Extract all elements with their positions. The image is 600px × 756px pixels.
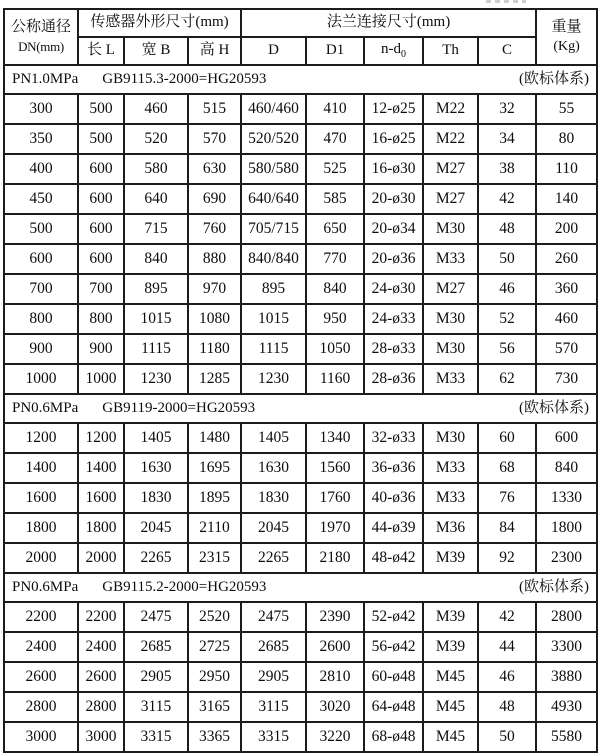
table-cell: 48 (478, 692, 536, 722)
table-cell: 56-ø42 (364, 632, 423, 662)
col-header-length: 长 L (78, 37, 124, 65)
table-cell: 520 (124, 124, 188, 154)
table-cell: 1180 (188, 334, 241, 364)
pressure-rating-label: PN0.6MPa (12, 578, 79, 595)
col-header-c: C (478, 37, 536, 65)
table-cell: 460 (124, 94, 188, 124)
section-header-cell (4, 394, 597, 423)
table-cell: 2000 (78, 543, 124, 573)
table-cell: 48-ø42 (364, 543, 423, 573)
table-cell: 1400 (4, 453, 78, 483)
table-cell: 360 (536, 274, 597, 304)
pressure-rating-label: PN0.6MPa (12, 399, 79, 416)
col-header-d: D (241, 37, 306, 65)
table-row (4, 662, 597, 692)
table-row (4, 94, 597, 124)
table-cell: 525 (306, 154, 364, 184)
n-d0-label: n-d (381, 41, 402, 58)
table-cell: 3315 (124, 722, 188, 752)
table-cell: M27 (423, 274, 478, 304)
table-cell: 515 (188, 94, 241, 124)
table-cell: 2685 (124, 632, 188, 662)
table-cell: 3880 (536, 662, 597, 692)
table-cell: 895 (241, 274, 306, 304)
table-cell: 3300 (536, 632, 597, 662)
table-cell: 1560 (306, 453, 364, 483)
table-cell: 2315 (188, 543, 241, 573)
table-cell: 2600 (4, 662, 78, 692)
table-cell: 1015 (241, 304, 306, 334)
table-cell: 950 (306, 304, 364, 334)
weight-title: 重量 (551, 18, 582, 35)
table-cell: 2600 (78, 662, 124, 692)
table-cell: 1970 (306, 513, 364, 543)
table-cell: M30 (423, 304, 478, 334)
table-cell: 1895 (188, 483, 241, 513)
table-row (4, 364, 597, 394)
table-cell: 600 (78, 214, 124, 244)
table-cell: 1230 (241, 364, 306, 394)
table-cell: 62 (478, 364, 536, 394)
col-group-flange-dimensions: 法兰连接尺寸(mm) (241, 9, 536, 37)
table-cell: 3115 (124, 692, 188, 722)
col-header-nominal-diameter (4, 9, 78, 65)
table-cell: 2045 (124, 513, 188, 543)
table-cell: 2000 (4, 543, 78, 573)
table-cell: M33 (423, 483, 478, 513)
table-cell: 2520 (188, 602, 241, 632)
weight-unit: (Kg) (553, 39, 580, 55)
table-cell: 28-ø33 (364, 334, 423, 364)
table-cell: 600 (78, 154, 124, 184)
table-row (4, 513, 597, 543)
table-cell: 700 (78, 274, 124, 304)
table-cell: 3315 (241, 722, 306, 752)
table-cell: 16-ø30 (364, 154, 423, 184)
table-cell: M33 (423, 453, 478, 483)
table-cell: 2265 (241, 543, 306, 573)
table-cell: 500 (78, 94, 124, 124)
table-cell: 1400 (78, 453, 124, 483)
table-cell: 42 (478, 184, 536, 214)
table-row (4, 543, 597, 573)
table-cell: 500 (78, 124, 124, 154)
table-cell: 3000 (78, 722, 124, 752)
table-cell: 4930 (536, 692, 597, 722)
table-header (4, 9, 597, 65)
table-cell: 410 (306, 94, 364, 124)
table-cell: 1405 (241, 423, 306, 453)
table-cell: 3020 (306, 692, 364, 722)
table-row (4, 722, 597, 752)
table-cell: 1115 (124, 334, 188, 364)
table-cell: 3000 (4, 722, 78, 752)
table-cell: 840 (306, 274, 364, 304)
table-cell: 1630 (241, 453, 306, 483)
table-cell: 20-ø34 (364, 214, 423, 244)
table-cell: M22 (423, 124, 478, 154)
table-cell: 140 (536, 184, 597, 214)
header-row-subcolumns (4, 37, 597, 65)
table-cell: 1800 (536, 513, 597, 543)
table-cell: M39 (423, 543, 478, 573)
table-cell: 1080 (188, 304, 241, 334)
section-header-cell (4, 573, 597, 602)
table-cell: 1630 (124, 453, 188, 483)
table-cell: 84 (478, 513, 536, 543)
table-cell: 470 (306, 124, 364, 154)
table-cell: 20-ø30 (364, 184, 423, 214)
table-cell: 38 (478, 154, 536, 184)
table-cell: 400 (4, 154, 78, 184)
col-header-d1: D1 (306, 37, 364, 65)
table-cell: 350 (4, 124, 78, 154)
table-cell: 2800 (4, 692, 78, 722)
table-cell: 520/520 (241, 124, 306, 154)
table-cell: M30 (423, 214, 478, 244)
table-cell: 585 (306, 184, 364, 214)
table-cell: 900 (4, 334, 78, 364)
table-cell: 1000 (78, 364, 124, 394)
table-cell: 42 (478, 602, 536, 632)
table-cell: 600 (536, 423, 597, 453)
table-cell: 840 (536, 453, 597, 483)
table-cell: 2905 (241, 662, 306, 692)
table-cell: 92 (478, 543, 536, 573)
table-cell: 760 (188, 214, 241, 244)
table-cell: 880 (188, 244, 241, 274)
table-cell: 1330 (536, 483, 597, 513)
table-cell: 1050 (306, 334, 364, 364)
table-row (4, 214, 597, 244)
table-cell: 300 (4, 94, 78, 124)
table-cell: M22 (423, 94, 478, 124)
table-row (4, 304, 597, 334)
table-cell: 500 (4, 214, 78, 244)
table-cell: 2800 (536, 602, 597, 632)
table-cell: 1800 (4, 513, 78, 543)
standard-system-note: (欧标体系) (519, 399, 590, 416)
table-cell: 1015 (124, 304, 188, 334)
table-cell: 2400 (4, 632, 78, 662)
table-cell: 110 (536, 154, 597, 184)
table-cell: 650 (306, 214, 364, 244)
table-cell: 1480 (188, 423, 241, 453)
table-cell: 2110 (188, 513, 241, 543)
table-cell: 34 (478, 124, 536, 154)
table-cell: 1000 (4, 364, 78, 394)
table-cell: 770 (306, 244, 364, 274)
table-cell: 900 (78, 334, 124, 364)
table-cell: 2300 (536, 543, 597, 573)
table-cell: 570 (188, 124, 241, 154)
table-cell: 895 (124, 274, 188, 304)
table-cell: 16-ø25 (364, 124, 423, 154)
table-row (4, 483, 597, 513)
table-cell: M30 (423, 334, 478, 364)
table-cell: 690 (188, 184, 241, 214)
table-cell: 2400 (78, 632, 124, 662)
table-cell: 52 (478, 304, 536, 334)
pressure-rating-label: PN1.0MPa (12, 70, 79, 87)
table-cell: 450 (4, 184, 78, 214)
table-row (4, 632, 597, 662)
table-cell: M39 (423, 632, 478, 662)
table-row (4, 244, 597, 274)
col-header-weight (536, 9, 597, 65)
col-header-th: Th (423, 37, 478, 65)
col-header-width: 宽 B (124, 37, 188, 65)
table-cell: 2180 (306, 543, 364, 573)
table-cell: 1200 (78, 423, 124, 453)
table-row (4, 602, 597, 632)
table-cell: 1760 (306, 483, 364, 513)
table-cell: 60-ø48 (364, 662, 423, 692)
table-cell: 1160 (306, 364, 364, 394)
table-cell: 20-ø36 (364, 244, 423, 274)
table-row (4, 692, 597, 722)
table-row (4, 154, 597, 184)
table-cell: 2725 (188, 632, 241, 662)
nominal-diameter-title: 公称通径 (10, 19, 71, 36)
table-cell: 705/715 (241, 214, 306, 244)
table-cell: 2200 (4, 602, 78, 632)
section-header-line (5, 400, 596, 417)
table-cell: 24-ø30 (364, 274, 423, 304)
table-cell: 2800 (78, 692, 124, 722)
table-body (4, 65, 597, 752)
table-cell: 52-ø42 (364, 602, 423, 632)
table-cell: 2265 (124, 543, 188, 573)
table-cell: 3220 (306, 722, 364, 752)
table-cell: 50 (478, 722, 536, 752)
table-cell: M45 (423, 692, 478, 722)
flange-dimension-table (3, 8, 598, 753)
table-cell: M45 (423, 722, 478, 752)
table-cell: 800 (4, 304, 78, 334)
table-cell: 32-ø33 (364, 423, 423, 453)
table-cell: 2950 (188, 662, 241, 692)
table-cell: 580 (124, 154, 188, 184)
table-cell: 600 (78, 244, 124, 274)
section-header-row (4, 394, 597, 423)
table-cell: 715 (124, 214, 188, 244)
table-cell: 36-ø36 (364, 453, 423, 483)
table-cell: 2475 (241, 602, 306, 632)
col-header-n-d0 (364, 37, 423, 65)
table-cell: 1695 (188, 453, 241, 483)
table-row (4, 334, 597, 364)
standard-label: GB9115.3-2000=HG20593 (102, 70, 267, 87)
table-cell: 1230 (124, 364, 188, 394)
section-header-line (5, 579, 596, 596)
table-cell: 60 (478, 423, 536, 453)
table-cell: 44-ø39 (364, 513, 423, 543)
table-cell: 460/460 (241, 94, 306, 124)
table-cell: 800 (78, 304, 124, 334)
table-cell: 2810 (306, 662, 364, 692)
table-cell: 68 (478, 453, 536, 483)
table-cell: 40-ø36 (364, 483, 423, 513)
table-cell: 48 (478, 214, 536, 244)
table-cell: 640/640 (241, 184, 306, 214)
table-cell: 46 (478, 662, 536, 692)
table-cell: 2475 (124, 602, 188, 632)
table-cell: 44 (478, 632, 536, 662)
nominal-diameter-unit: DN(mm) (18, 38, 64, 54)
table-cell: 3365 (188, 722, 241, 752)
table-cell: 28-ø36 (364, 364, 423, 394)
table-row (4, 423, 597, 453)
col-header-height: 高 H (188, 37, 241, 65)
table-row (4, 453, 597, 483)
table-cell: 56 (478, 334, 536, 364)
table-cell: 1830 (124, 483, 188, 513)
table-cell: 12-ø25 (364, 94, 423, 124)
n-d0-subscript: 0 (401, 49, 407, 61)
table-cell: 1830 (241, 483, 306, 513)
table-cell: 2685 (241, 632, 306, 662)
table-cell: 1285 (188, 364, 241, 394)
table-row (4, 184, 597, 214)
table-cell: M27 (423, 184, 478, 214)
table-cell: 2045 (241, 513, 306, 543)
table-cell: 68-ø48 (364, 722, 423, 752)
table-cell: 2200 (78, 602, 124, 632)
section-header-row (4, 65, 597, 94)
table-cell: 840 (124, 244, 188, 274)
table-cell: 2600 (306, 632, 364, 662)
table-cell: M33 (423, 364, 478, 394)
standard-system-note: (欧标体系) (519, 578, 590, 595)
standard-label: GB9115.2-2000=HG20593 (102, 578, 267, 595)
table-cell: 1200 (4, 423, 78, 453)
table-cell: 24-ø33 (364, 304, 423, 334)
table-cell: 2390 (306, 602, 364, 632)
section-header-line (5, 71, 596, 88)
table-cell: M45 (423, 662, 478, 692)
table-cell: 3115 (241, 692, 306, 722)
standard-system-note: (欧标体系) (519, 70, 590, 87)
table-cell: 200 (536, 214, 597, 244)
header-row-groups (4, 9, 597, 37)
table-cell: 970 (188, 274, 241, 304)
table-cell: 76 (478, 483, 536, 513)
table-cell: M27 (423, 154, 478, 184)
table-cell: 460 (536, 304, 597, 334)
table-cell: 64-ø48 (364, 692, 423, 722)
table-cell: 580/580 (241, 154, 306, 184)
table-cell: 570 (536, 334, 597, 364)
table-cell: 55 (536, 94, 597, 124)
table-row (4, 274, 597, 304)
section-header-row (4, 573, 597, 602)
table-cell: 630 (188, 154, 241, 184)
table-cell: M30 (423, 423, 478, 453)
table-cell: 5580 (536, 722, 597, 752)
col-group-sensor-dimensions: 传感器外形尺寸(mm) (78, 9, 241, 37)
table-cell: M33 (423, 244, 478, 274)
table-cell: 840/840 (241, 244, 306, 274)
table-cell: 3165 (188, 692, 241, 722)
table-cell: 1405 (124, 423, 188, 453)
table-cell: 1340 (306, 423, 364, 453)
standard-label: GB9119-2000=HG20593 (102, 399, 256, 416)
table-cell: 730 (536, 364, 597, 394)
scan-artifact (486, 0, 526, 3)
table-cell: 260 (536, 244, 597, 274)
table-cell: 1115 (241, 334, 306, 364)
table-cell: 32 (478, 94, 536, 124)
table-cell: 600 (4, 244, 78, 274)
table-cell: 1600 (78, 483, 124, 513)
table-cell: M36 (423, 513, 478, 543)
table-cell: 1600 (4, 483, 78, 513)
table-cell: 640 (124, 184, 188, 214)
table-cell: 600 (78, 184, 124, 214)
table-cell: 1800 (78, 513, 124, 543)
table-cell: M39 (423, 602, 478, 632)
section-header-cell (4, 65, 597, 94)
table-cell: 2905 (124, 662, 188, 692)
table-row (4, 124, 597, 154)
table-cell: 50 (478, 244, 536, 274)
table-cell: 80 (536, 124, 597, 154)
table-cell: 700 (4, 274, 78, 304)
table-cell: 46 (478, 274, 536, 304)
